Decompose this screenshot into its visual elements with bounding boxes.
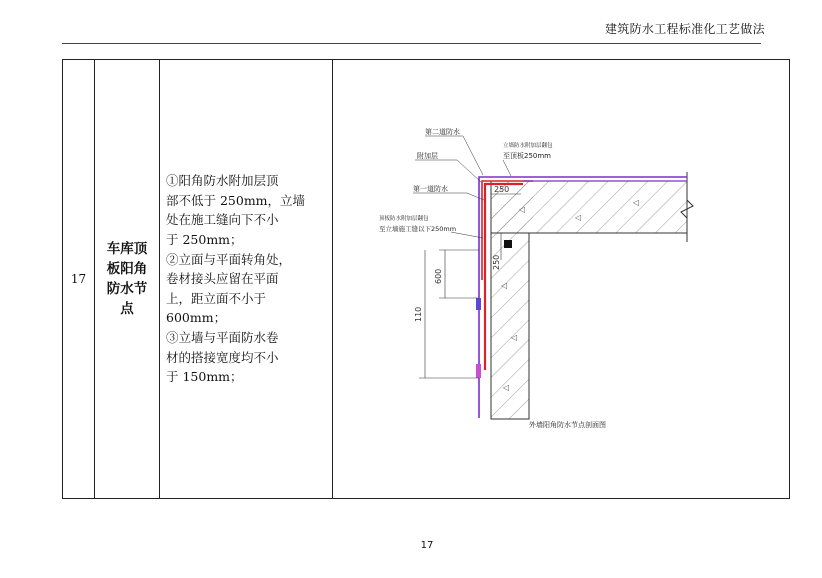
- construction-joint: [504, 240, 512, 248]
- desc-line: 材的搭接宽度均不小: [166, 349, 279, 365]
- dim-110: 110: [414, 306, 423, 322]
- desc-line: 于 150mm；: [166, 369, 243, 385]
- title-line: 点: [120, 301, 134, 317]
- document-header: 建筑防水工程标准化工艺做法: [605, 22, 765, 36]
- label-top-note-2: 至顶板250mm: [503, 152, 551, 160]
- row-description: [160, 60, 333, 499]
- desc-line: 处在施工缝向下不小: [166, 212, 279, 228]
- desc-line: 上，距立面不小于: [166, 290, 267, 306]
- desc-line: ②立面与平面转角处，: [166, 251, 292, 267]
- desc-line: ①阳角防水附加层顶: [166, 173, 279, 189]
- desc-line: 部不低于 250mm，立墙: [166, 192, 306, 208]
- concrete-mark: ◁: [575, 213, 582, 222]
- label-second-layer: 第二道防水: [425, 128, 460, 136]
- page-number: 17: [420, 540, 434, 551]
- desc-line: 卷材接头应留在平面: [166, 271, 279, 287]
- label-add-layer: 附加层: [417, 152, 438, 160]
- spec-table: [62, 59, 790, 499]
- concrete-mark: ◁: [501, 281, 508, 290]
- waterproof-detail-drawing: [333, 60, 803, 498]
- desc-line: ③立墙与平面防水卷: [166, 329, 279, 345]
- label-left-note-2: 至立墙施工缝以下250mm: [379, 225, 457, 233]
- header-rule: [62, 43, 761, 44]
- label-left-note-1: 顶板防水附加层翻包: [379, 216, 429, 222]
- figure-caption: 外墙阳角防水节点剖面图: [529, 421, 606, 429]
- label-first-layer: 第一道防水: [413, 185, 448, 193]
- desc-line: 600mm；: [166, 310, 227, 326]
- lap-joint: [476, 298, 481, 310]
- dim-600: 600: [434, 268, 443, 284]
- concrete-mark: ◁: [633, 198, 640, 207]
- leader-line: [503, 160, 511, 176]
- lap-joint: [476, 364, 481, 378]
- title-line: 车库顶: [106, 241, 148, 257]
- concrete-mark: ◁: [519, 205, 526, 214]
- title-line: 防水节: [106, 281, 148, 297]
- table-row: [63, 60, 790, 499]
- row-number: 17: [63, 60, 95, 499]
- dim-250-h: 250: [494, 185, 510, 194]
- label-top-note-1: 立墙防水附加层翻包: [503, 143, 553, 149]
- title-line: 板阳角: [106, 261, 148, 277]
- dim-250-v: 250: [492, 254, 501, 270]
- concrete-mark: ◁: [511, 333, 518, 342]
- desc-line: 于 250mm；: [166, 232, 243, 248]
- figure-cell: [333, 60, 790, 499]
- leader-line: [463, 136, 483, 175]
- row-title: [95, 60, 160, 499]
- concrete-mark: ◁: [503, 383, 510, 392]
- leader-line: [457, 160, 481, 182]
